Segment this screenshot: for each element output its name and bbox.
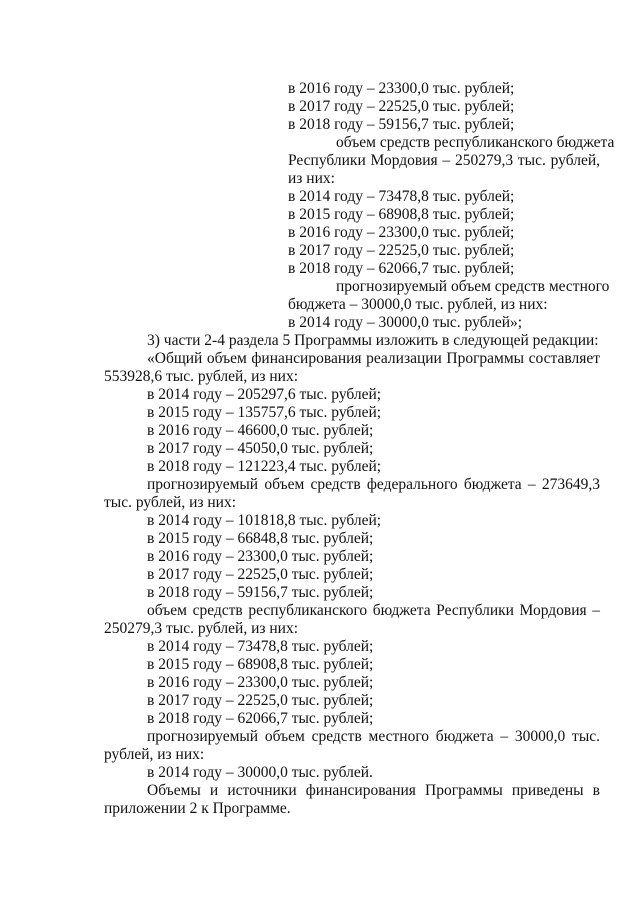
text-line: в 2017 году – 22525,0 тыс. рублей;: [288, 242, 515, 259]
text-line: в 2014 году – 73478,8 тыс. рублей;: [288, 188, 515, 205]
text-line: в 2017 году – 22525,0 тыс. рублей;: [147, 692, 374, 709]
text-line: тыс. рублей, из них:: [104, 494, 237, 511]
text-line: объем средств республиканского бюджета Республики Мордовия –: [147, 602, 600, 619]
text-line: в 2014 году – 205297,6 тыс. рублей;: [147, 386, 382, 403]
text-line: рублей, из них:: [104, 746, 205, 763]
text-line: в 2014 году – 101818,8 тыс. рублей;: [147, 512, 382, 529]
text-line: прогнозируемый объем средств местного: [336, 278, 610, 295]
text-line: бюджета – 30000,0 тыс. рублей, из них:: [288, 296, 548, 313]
text-line: в 2014 году – 30000,0 тыс. рублей.: [147, 764, 373, 781]
text-line: в 2015 году – 68908,8 тыс. рублей;: [147, 656, 374, 673]
text-line: в 2016 году – 23300,0 тыс. рублей;: [288, 80, 515, 97]
text-line: в 2018 году – 62066,7 тыс. рублей;: [288, 260, 515, 277]
text-line: в 2018 году – 121223,4 тыс. рублей;: [147, 458, 382, 475]
text-line: в 2016 году – 46600,0 тыс. рублей;: [147, 422, 374, 439]
text-line: в 2017 году – 22525,0 тыс. рублей;: [288, 98, 515, 115]
text-line: в 2017 году – 45050,0 тыс. рублей;: [147, 440, 374, 457]
text-line: в 2018 году – 59156,7 тыс. рублей;: [288, 116, 515, 133]
text-line: в 2016 году – 23300,0 тыс. рублей;: [147, 674, 374, 691]
text-line: 3) части 2-4 раздела 5 Программы изложить в следующей редакции:: [147, 332, 599, 349]
text-line: в 2014 году – 30000,0 тыс. рублей»;: [288, 314, 523, 331]
text-line: в 2018 году – 62066,7 тыс. рублей;: [147, 710, 374, 727]
text-line: в 2015 году – 66848,8 тыс. рублей;: [147, 530, 374, 547]
text-line: из них:: [288, 170, 335, 187]
text-line: 553928,6 тыс. рублей, из них:: [104, 368, 299, 385]
text-line: в 2015 году – 135757,6 тыс. рублей;: [147, 404, 382, 421]
text-line: объем средств республиканского бюджета: [336, 134, 615, 151]
text-line: в 2014 году – 73478,8 тыс. рублей;: [147, 638, 374, 655]
text-line: в 2018 году – 59156,7 тыс. рублей;: [147, 584, 374, 601]
text-line: Республики Мордовия – 250279,3 тыс. рублей,: [288, 152, 600, 169]
text-line: Объемы и источники финансирования Программы приведены в: [147, 782, 600, 799]
text-line: приложении 2 к Программе.: [104, 800, 291, 817]
text-line: прогнозируемый объем средств федерального бюджета – 273649,3: [147, 476, 600, 493]
text-line: в 2015 году – 68908,8 тыс. рублей;: [288, 206, 515, 223]
text-line: «Общий объем финансирования реализации Программы составляет: [147, 350, 600, 367]
text-line: в 2016 году – 23300,0 тыс. рублей;: [288, 224, 515, 241]
text-line: в 2016 году – 23300,0 тыс. рублей;: [147, 548, 374, 565]
text-line: 250279,3 тыс. рублей, из них:: [104, 620, 299, 637]
text-line: прогнозируемый объем средств местного бюджета – 30000,0 тыс.: [147, 728, 600, 745]
text-line: в 2017 году – 22525,0 тыс. рублей;: [147, 566, 374, 583]
